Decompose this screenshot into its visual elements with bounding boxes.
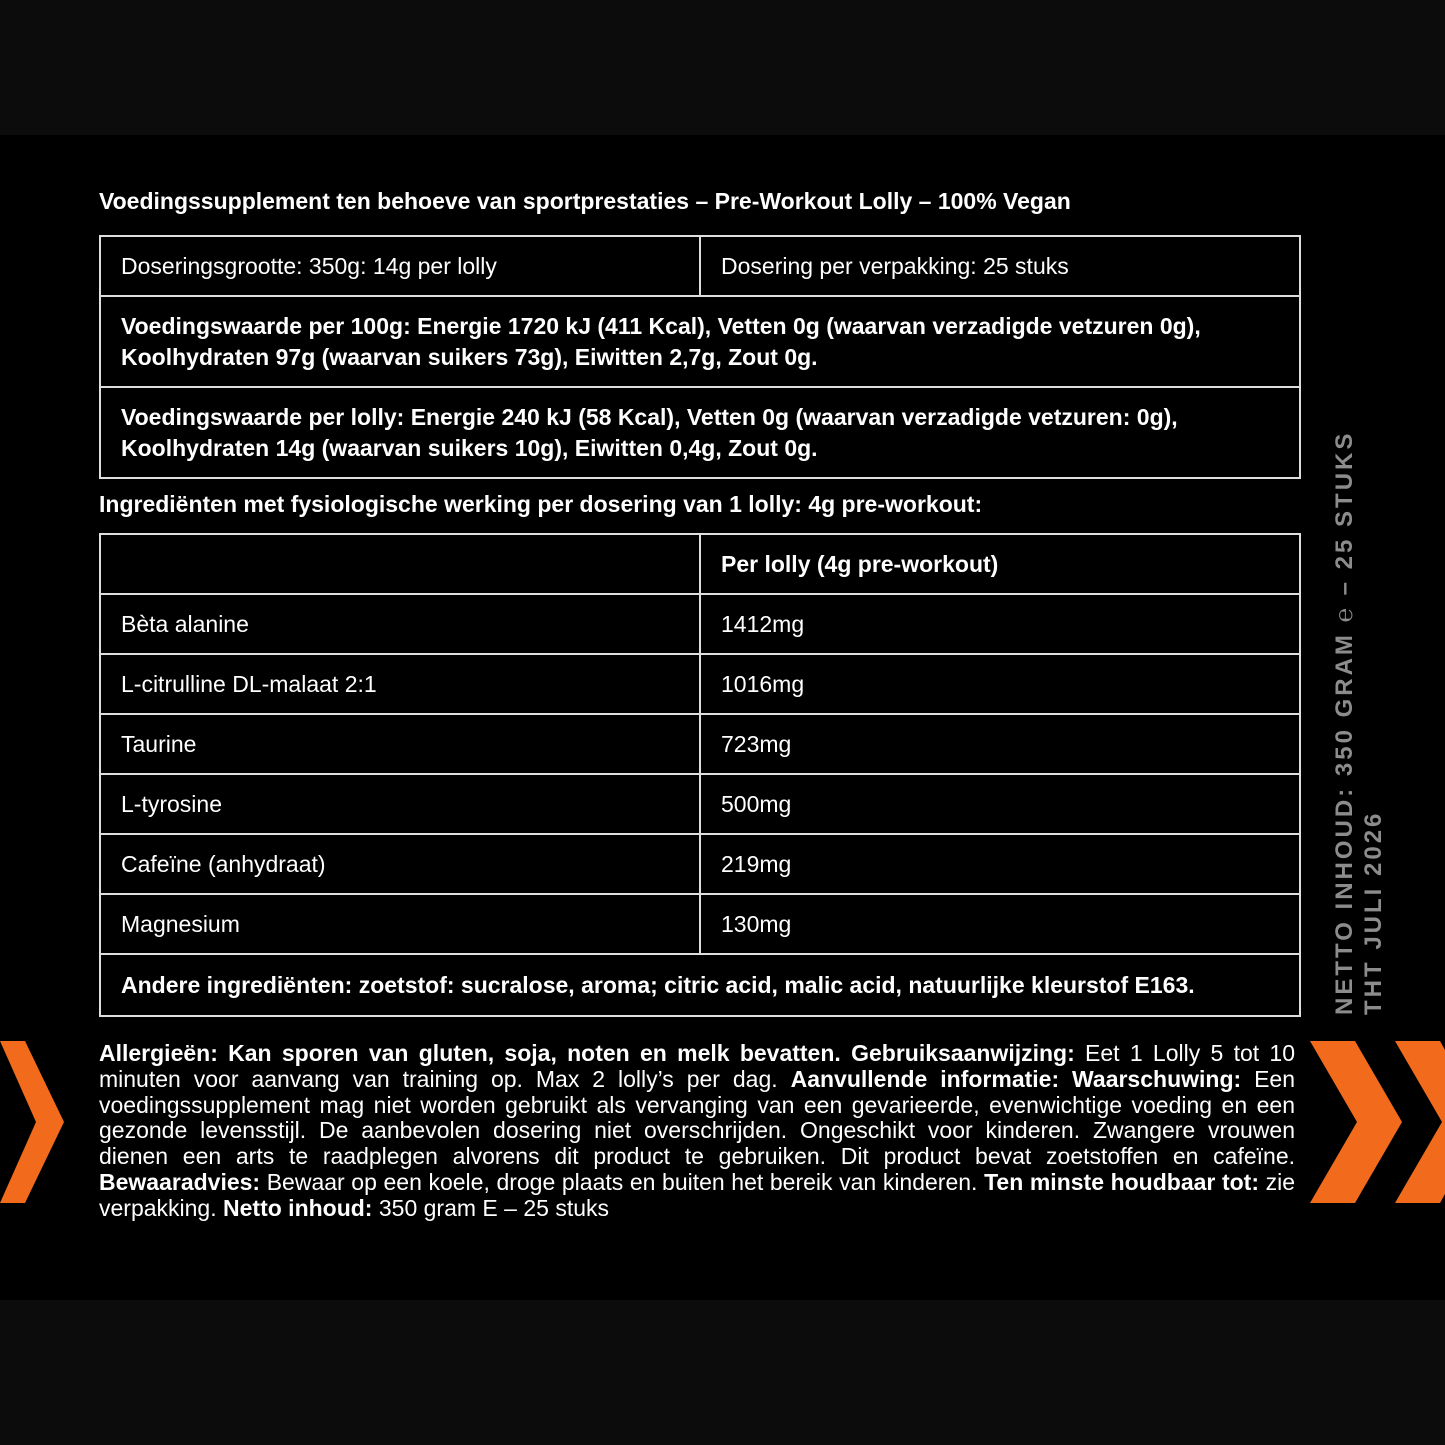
dosage-row — [101, 237, 1299, 297]
table-row — [101, 655, 1299, 715]
nutrition-100g — [101, 297, 1219, 386]
info-paragraph — [99, 1041, 1295, 1222]
other-ingredients: Andere ingrediënten: zoetstof: sucralose, aroma; citric acid, malic acid, natuurlijke kleurstof E163. — [121, 971, 1195, 998]
ingredient-amount: 130mg — [721, 910, 792, 937]
nutrition-lolly — [101, 388, 1196, 477]
nutrition-lolly-row — [101, 388, 1299, 477]
ingredient-name: Taurine — [101, 715, 701, 773]
table-row — [101, 595, 1299, 655]
side-net-content: NETTO INHOUD: 350 GRAM ℮ – 25 STUKS — [1331, 430, 1358, 1015]
left-chevron-icon — [0, 1041, 70, 1203]
table-row — [101, 775, 1299, 835]
top-band — [0, 0, 1445, 135]
table-row — [101, 715, 1299, 775]
table-header-right: Per lolly (4g pre-workout) — [721, 550, 999, 577]
ingredient-name: Magnesium — [101, 895, 701, 953]
dosage-size: Doseringsgrootte: 350g: 14g per lolly — [101, 237, 701, 295]
extra-info-label: Aanvullende informatie: Waarschuwing: — [790, 1065, 1242, 1092]
ingredient-name: L-citrulline DL-malaat 2:1 — [101, 655, 701, 713]
storage-text: Bewaar op een koele, droge plaats en buiten het bereik van kinderen. — [266, 1168, 978, 1195]
other-ingredients-row — [101, 955, 1299, 1015]
ingredient-amount: 219mg — [721, 850, 792, 877]
table-row — [101, 835, 1299, 895]
right-chevron-icon — [1305, 1041, 1445, 1203]
ingredient-name: Bèta alanine — [101, 595, 701, 653]
ingredient-amount: 500mg — [721, 790, 792, 817]
net-content-label: Netto inhoud: — [223, 1194, 373, 1221]
side-label — [1330, 431, 1388, 1015]
table-row — [101, 895, 1299, 955]
ingredient-amount: 1016mg — [721, 670, 805, 697]
table-header-left — [101, 535, 701, 593]
ingredient-name: L-tyrosine — [101, 775, 701, 833]
usage-text: Eet 1 Lolly 5 tot 10 minuten voor aanvang van training op. Max 2 lolly’s per dag. — [99, 1040, 1296, 1092]
nutrition-lolly-line2: Koolhydraten 14g (waarvan suikers 10g), Eiwitten 0,4g, Zout 0g. — [121, 435, 818, 461]
nutrition-100g-row — [101, 297, 1299, 388]
table-header-row — [101, 535, 1299, 595]
ingredients-heading: Ingrediënten met fysiologische werking per dosering van 1 lolly: 4g pre-workout: — [99, 491, 983, 517]
extra-info-text: Een voedingssupplement mag niet worden gebruikt als vervanging van een gevarieerde, evenwichtige voeding en een gezonde levensstijl. De aanbevolen dosering niet overschrijden. Ongeschikt voor kinderen. Zwangere vrouwen dienen een arts te raadplegen alvorens dit product te gebruiken. Dit product bevat zoetstoffen en cafeïne. — [99, 1065, 1296, 1170]
nutrition-100g-line2: Koolhydraten 97g (waarvan suikers 73g), Eiwitten 2,7g, Zout 0g. — [121, 344, 818, 370]
nutrition-box — [99, 235, 1301, 479]
nutrition-lolly-line1: Voedingswaarde per lolly: Energie 240 kJ (58 Kcal), Vetten 0g (waarvan verzadigde vetzuren: 0g), — [121, 404, 1178, 430]
ingredient-amount: 723mg — [721, 730, 792, 757]
nutrition-100g-line1: Voedingswaarde per 100g: Energie 1720 kJ (411 Kcal), Vetten 0g (waarvan verzadigde vetzuren 0g), — [121, 313, 1201, 339]
best-before-text: zie verpakking. — [99, 1168, 1296, 1221]
bottom-band — [0, 1300, 1445, 1445]
best-before-label: Ten minste houdbaar tot: — [984, 1168, 1260, 1195]
allergen-label: Allergieën: Kan sporen van gluten, soja, noten en melk bevatten. — [99, 1040, 841, 1066]
side-best-before: THT JULI 2026 — [1360, 810, 1387, 1015]
product-heading: Voedingssupplement ten behoeve van sportprestaties – Pre-Workout Lolly – 100% Vegan — [99, 188, 1071, 214]
ingredient-name: Cafeïne (anhydraat) — [101, 835, 701, 893]
storage-label: Bewaaradvies: — [99, 1168, 261, 1195]
dosage-per-pack: Dosering per verpakking: 25 stuks — [721, 252, 1069, 279]
net-content-text: 350 gram E – 25 stuks — [378, 1194, 609, 1221]
usage-label: Gebruiksaanwijzing: — [851, 1040, 1075, 1066]
ingredient-amount: 1412mg — [721, 610, 805, 637]
ingredients-table — [99, 533, 1301, 1017]
